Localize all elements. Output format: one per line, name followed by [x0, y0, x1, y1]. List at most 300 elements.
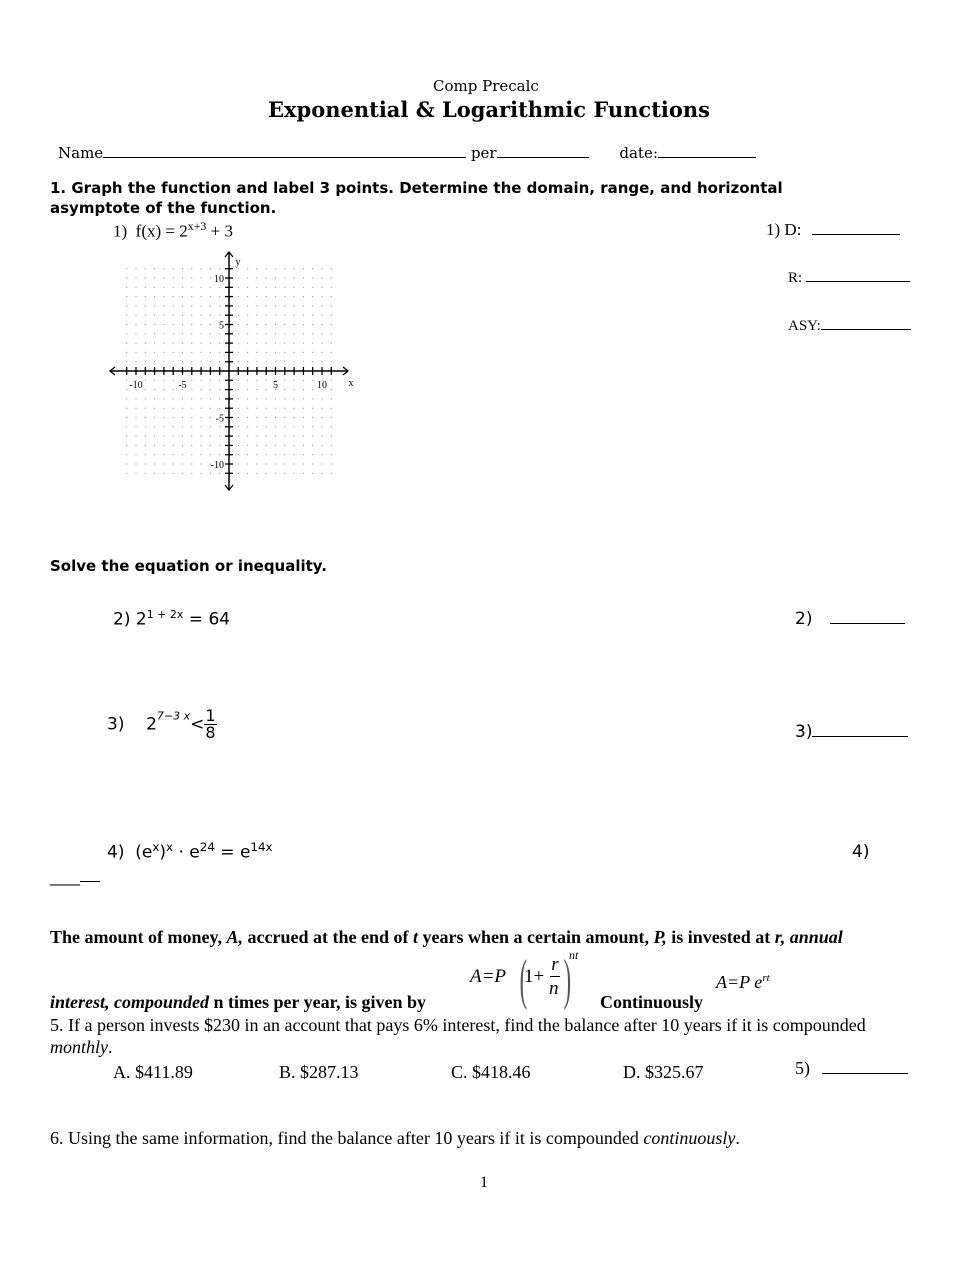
grid-dot — [312, 408, 313, 409]
grid-dot — [312, 277, 313, 278]
answer-5-field[interactable] — [822, 1073, 908, 1074]
grid-dot — [284, 380, 285, 381]
answer-4-field[interactable] — [50, 868, 100, 886]
grid-dot — [321, 463, 322, 464]
grid-dot — [163, 315, 164, 316]
problem-number: 4) — [107, 842, 125, 863]
grid-dot — [284, 445, 285, 446]
text: is invested at — [666, 927, 775, 947]
grid-dot — [294, 463, 295, 464]
grid-dot — [312, 454, 313, 455]
grid-dot — [303, 277, 304, 278]
grid-dot — [135, 417, 136, 418]
grid-dot — [312, 380, 313, 381]
name-field[interactable] — [103, 157, 466, 158]
grid-dot — [145, 333, 146, 334]
grid-dot — [182, 352, 183, 353]
grid-dot — [247, 361, 248, 362]
grid-dot — [284, 343, 285, 344]
domain-field[interactable] — [812, 234, 900, 235]
grid-dot — [238, 436, 239, 437]
grid-dot — [191, 343, 192, 344]
grid-dot — [145, 445, 146, 446]
grid-dot — [303, 315, 304, 316]
grid-dot — [238, 268, 239, 269]
domain-label: 1) D: — [766, 220, 802, 239]
grid-dot — [284, 315, 285, 316]
grid-dot — [275, 426, 276, 427]
grid-dot — [331, 277, 332, 278]
grid-dot — [294, 268, 295, 269]
range-field[interactable] — [806, 281, 910, 282]
grid-dot — [321, 296, 322, 297]
question-text: 5. If a person invests $230 in an account that pays 6% interest, find the balance after 10 years if it is compounded — [50, 1015, 866, 1035]
grid-dot — [247, 417, 248, 418]
grid-dot — [163, 287, 164, 288]
grid-dot — [331, 268, 332, 269]
exp: 24 — [199, 840, 215, 854]
grid-dot — [294, 361, 295, 362]
grid-dot — [210, 287, 211, 288]
formula: A=P e — [716, 972, 763, 992]
grid-dot — [238, 361, 239, 362]
grid-dot — [210, 343, 211, 344]
grid-dot — [256, 408, 257, 409]
grid-dot — [284, 398, 285, 399]
grid-dot — [191, 324, 192, 325]
grid-dot — [321, 454, 322, 455]
grid-dot — [219, 389, 220, 390]
grid-dot — [145, 324, 146, 325]
grid-dot — [284, 473, 285, 474]
compound-interest-intro-2 — [50, 992, 426, 1013]
grid-dot — [312, 436, 313, 437]
grid-dot — [201, 408, 202, 409]
date-field[interactable] — [658, 157, 756, 158]
grid-dot — [294, 277, 295, 278]
numerator: 1 — [205, 706, 216, 725]
grid-dot — [173, 380, 174, 381]
grid-dot — [284, 296, 285, 297]
grid-dot — [126, 408, 127, 409]
grid-dot — [135, 436, 136, 437]
grid-dot — [182, 408, 183, 409]
grid-dot — [191, 352, 192, 353]
asymptote-label: ASY: — [788, 318, 821, 334]
choice-b[interactable]: B. $287.13 — [279, 1062, 359, 1082]
grid-dot — [135, 445, 136, 446]
question-text: 6. Using the same information, find the balance after 10 years if it is compounded — [50, 1128, 644, 1148]
grid-dot — [256, 463, 257, 464]
grid-dot — [247, 408, 248, 409]
grid-dot — [331, 305, 332, 306]
grid-dot — [321, 268, 322, 269]
grid-dot — [145, 463, 146, 464]
grid-dot — [219, 268, 220, 269]
grid-dot — [219, 333, 220, 334]
grid-dot — [154, 389, 155, 390]
grid-dot — [201, 287, 202, 288]
grid-dot — [266, 305, 267, 306]
grid-dot — [219, 352, 220, 353]
grid-dot — [331, 380, 332, 381]
y-tick-label: 5 — [219, 320, 224, 332]
grid-dot — [201, 268, 202, 269]
grid-dot — [182, 268, 183, 269]
grid-dot — [154, 315, 155, 316]
grid-dot — [182, 473, 183, 474]
grid-dot — [163, 398, 164, 399]
grid-dot — [284, 361, 285, 362]
grid-dot — [182, 296, 183, 297]
grid-dot — [321, 343, 322, 344]
grid-dot — [303, 305, 304, 306]
grid-dot — [266, 277, 267, 278]
grid-dot — [145, 361, 146, 362]
domain-answer — [766, 220, 900, 240]
grid-dot — [154, 436, 155, 437]
grid-dot — [238, 426, 239, 427]
grid-dot — [331, 287, 332, 288]
base: 2 — [135, 609, 147, 630]
grid-dot — [201, 333, 202, 334]
grid-dot — [256, 352, 257, 353]
grid-dot — [191, 305, 192, 306]
grid-dot — [275, 417, 276, 418]
grid-dot — [173, 426, 174, 427]
grid-dot — [247, 305, 248, 306]
grid-dot — [238, 417, 239, 418]
exponent: 1 + 2x — [146, 608, 184, 621]
grid-dot — [219, 343, 220, 344]
grid-dot — [266, 445, 267, 446]
grid-dot — [303, 287, 304, 288]
grid-dot — [294, 333, 295, 334]
grid-dot — [275, 268, 276, 269]
grid-dot — [321, 436, 322, 437]
grid-dot — [321, 426, 322, 427]
grid-dot — [275, 287, 276, 288]
grid-dot — [163, 445, 164, 446]
grid-dot — [219, 454, 220, 455]
grid-dot — [191, 398, 192, 399]
grid-dot — [331, 343, 332, 344]
period: . — [735, 1128, 740, 1148]
date-label: date: — [619, 144, 658, 162]
grid-dot — [163, 305, 164, 306]
continuously-label: Continuously — [600, 992, 704, 1012]
grid-dot — [154, 352, 155, 353]
compound-interest-intro — [50, 927, 843, 948]
grid-dot — [191, 463, 192, 464]
grid-dot — [163, 436, 164, 437]
grid-dot — [238, 352, 239, 353]
grid-dot — [266, 343, 267, 344]
grid-dot — [135, 426, 136, 427]
question-6 — [50, 1128, 740, 1149]
grid-dot — [247, 426, 248, 427]
grid-dot — [294, 426, 295, 427]
grid-dot — [294, 315, 295, 316]
text: The amount of money, — [50, 927, 227, 947]
grid-dot — [154, 277, 155, 278]
grid-dot — [135, 333, 136, 334]
grid-dot — [210, 398, 211, 399]
grid-dot — [219, 473, 220, 474]
choice-a[interactable]: A. $411.89 — [113, 1062, 193, 1082]
grid-dot — [182, 287, 183, 288]
answer-3-field[interactable] — [812, 736, 908, 737]
choice-d[interactable]: D. $325.67 — [623, 1062, 704, 1082]
grid-dot — [312, 389, 313, 390]
grid-dot — [294, 445, 295, 446]
answer-2-field[interactable] — [830, 623, 905, 624]
relation: < — [190, 714, 205, 735]
grid-dot — [154, 445, 155, 446]
grid-dot — [312, 473, 313, 474]
student-info-line — [58, 144, 756, 162]
grid-dot — [154, 296, 155, 297]
grid-dot — [294, 287, 295, 288]
grid-dot — [145, 343, 146, 344]
function-suffix: + 3 — [206, 221, 233, 241]
grid-dot — [275, 445, 276, 446]
grid-dot — [210, 268, 211, 269]
grid-dot — [219, 426, 220, 427]
coordinate-grid[interactable] — [100, 250, 360, 500]
problem-number: 1) — [113, 221, 128, 241]
grid-dot — [266, 389, 267, 390]
grid-dot — [238, 408, 239, 409]
grid-dot — [219, 287, 220, 288]
grid-dot — [182, 315, 183, 316]
grid-dot — [154, 333, 155, 334]
grid-dot — [256, 268, 257, 269]
grid-dot — [126, 417, 127, 418]
grid-dot — [303, 380, 304, 381]
grid-dot — [135, 324, 136, 325]
grid-dot — [266, 315, 267, 316]
x-axis-label: x — [348, 378, 354, 389]
grid-dot — [294, 389, 295, 390]
text: accrued at the end of — [243, 927, 414, 947]
grid-dot — [275, 463, 276, 464]
grid-dot — [201, 463, 202, 464]
grid-dot — [173, 268, 174, 269]
exponent: 7−3 x — [156, 709, 191, 723]
grid-dot — [210, 277, 211, 278]
grid-dot — [154, 426, 155, 427]
grid-dot — [201, 343, 202, 344]
page-number: 1 — [480, 1174, 488, 1191]
grid-dot — [154, 305, 155, 306]
grid-dot — [312, 352, 313, 353]
grid-dot — [321, 361, 322, 362]
range-label: R: — [788, 270, 803, 286]
grid-dot — [135, 398, 136, 399]
grid-dot — [247, 436, 248, 437]
grid-dot — [294, 352, 295, 353]
grid-dot — [247, 463, 248, 464]
grid-dot — [173, 398, 174, 399]
grid-dot — [201, 296, 202, 297]
y-tick-label: -10 — [210, 460, 224, 471]
grid-dot — [135, 352, 136, 353]
grid-dot — [312, 426, 313, 427]
grid-dot — [126, 296, 127, 297]
function-base: f(x) = 2 — [135, 221, 188, 241]
grid-dot — [191, 268, 192, 269]
grid-dot — [135, 463, 136, 464]
section2-instructions: Solve the equation or inequality. — [50, 557, 327, 575]
grid-dot — [154, 361, 155, 362]
grid-dot — [247, 315, 248, 316]
grid-dot — [201, 315, 202, 316]
grid-dot — [238, 454, 239, 455]
exp: x — [152, 840, 160, 854]
grid-dot — [321, 287, 322, 288]
grid-dot — [145, 426, 146, 427]
answer-2 — [795, 609, 905, 629]
grid-dot — [275, 436, 276, 437]
grid-dot — [247, 296, 248, 297]
grid-dot — [303, 361, 304, 362]
var-r: r, — [774, 927, 786, 947]
grid-dot — [256, 361, 257, 362]
grid-dot — [312, 324, 313, 325]
grid-dot — [126, 454, 127, 455]
grid-dot — [312, 343, 313, 344]
grid-dot — [247, 287, 248, 288]
grid-dot — [275, 454, 276, 455]
asymptote-field[interactable] — [821, 329, 911, 330]
grid-dot — [238, 333, 239, 334]
grid-dot — [126, 277, 127, 278]
grid-dot — [145, 408, 146, 409]
choice-c[interactable]: C. $418.46 — [451, 1062, 531, 1082]
grid-dot — [210, 408, 211, 409]
grid-dot — [173, 343, 174, 344]
answer-5 — [795, 1058, 908, 1079]
grid-dot — [238, 343, 239, 344]
grid-dot — [191, 445, 192, 446]
grid-dot — [182, 426, 183, 427]
text: interest, compounded — [50, 992, 210, 1012]
grid-dot — [303, 352, 304, 353]
grid-dot — [126, 343, 127, 344]
grid-dot — [154, 268, 155, 269]
grid-dot — [331, 296, 332, 297]
grid-dot — [126, 389, 127, 390]
grid-dot — [173, 389, 174, 390]
grid-dot — [331, 324, 332, 325]
grid-dot — [266, 380, 267, 381]
grid-dot — [312, 305, 313, 306]
grid-dot — [284, 305, 285, 306]
grid-dot — [219, 296, 220, 297]
grid-dot — [247, 389, 248, 390]
problem-4 — [107, 840, 273, 863]
grid-dot — [303, 296, 304, 297]
grid-dot — [163, 454, 164, 455]
grid-dot — [163, 268, 164, 269]
grid-dot — [201, 454, 202, 455]
grid-dot — [154, 417, 155, 418]
grid-dot — [173, 454, 174, 455]
grid-dot — [182, 277, 183, 278]
grid-dot — [201, 389, 202, 390]
grid-dot — [173, 305, 174, 306]
grid-dot — [210, 361, 211, 362]
grid-dot — [321, 305, 322, 306]
grid-dot — [154, 324, 155, 325]
grid-dot — [163, 352, 164, 353]
one-plus: 1+ — [524, 966, 545, 987]
grid-dot — [163, 473, 164, 474]
grid-dot — [275, 361, 276, 362]
problem-3 — [107, 708, 217, 741]
grid-dot — [256, 333, 257, 334]
grid-dot — [163, 333, 164, 334]
grid-dot — [303, 473, 304, 474]
grid-dot — [201, 445, 202, 446]
grid-dot — [238, 315, 239, 316]
grid-dot — [191, 361, 192, 362]
grid-dot — [312, 445, 313, 446]
grid-dot — [256, 380, 257, 381]
grid-dot — [145, 473, 146, 474]
grid-dot — [210, 454, 211, 455]
grid-dot — [331, 454, 332, 455]
grid-dot — [173, 361, 174, 362]
grid-dot — [145, 454, 146, 455]
grid-dot — [284, 436, 285, 437]
grid-dot — [182, 445, 183, 446]
grid-dot — [191, 333, 192, 334]
grid-dot — [247, 277, 248, 278]
grid-dot — [312, 417, 313, 418]
var-t: t — [413, 927, 419, 947]
grid-dot — [135, 454, 136, 455]
grid-dot — [284, 333, 285, 334]
grid-dot — [331, 473, 332, 474]
grid-dot — [191, 277, 192, 278]
grid-dot — [210, 305, 211, 306]
grid-dot — [126, 361, 127, 362]
period-field[interactable] — [497, 157, 589, 158]
grid-dot — [173, 333, 174, 334]
grid-dot — [294, 408, 295, 409]
grid-dot — [154, 463, 155, 464]
grid-dot — [182, 436, 183, 437]
grid-dot — [256, 417, 257, 418]
var-a: A, — [226, 927, 244, 947]
problem-number: 3) — [107, 714, 125, 735]
grid-dot — [256, 426, 257, 427]
grid-dot — [191, 417, 192, 418]
grid-dot — [256, 287, 257, 288]
grid-dot — [182, 463, 183, 464]
grid-dot — [331, 445, 332, 446]
asymptote-answer — [788, 318, 911, 335]
grid-dot — [210, 426, 211, 427]
grid-dot — [145, 398, 146, 399]
grid-dot — [331, 389, 332, 390]
grid-dot — [331, 417, 332, 418]
grid-dot — [256, 436, 257, 437]
grid-dot — [191, 473, 192, 474]
term: ) — [159, 842, 167, 863]
